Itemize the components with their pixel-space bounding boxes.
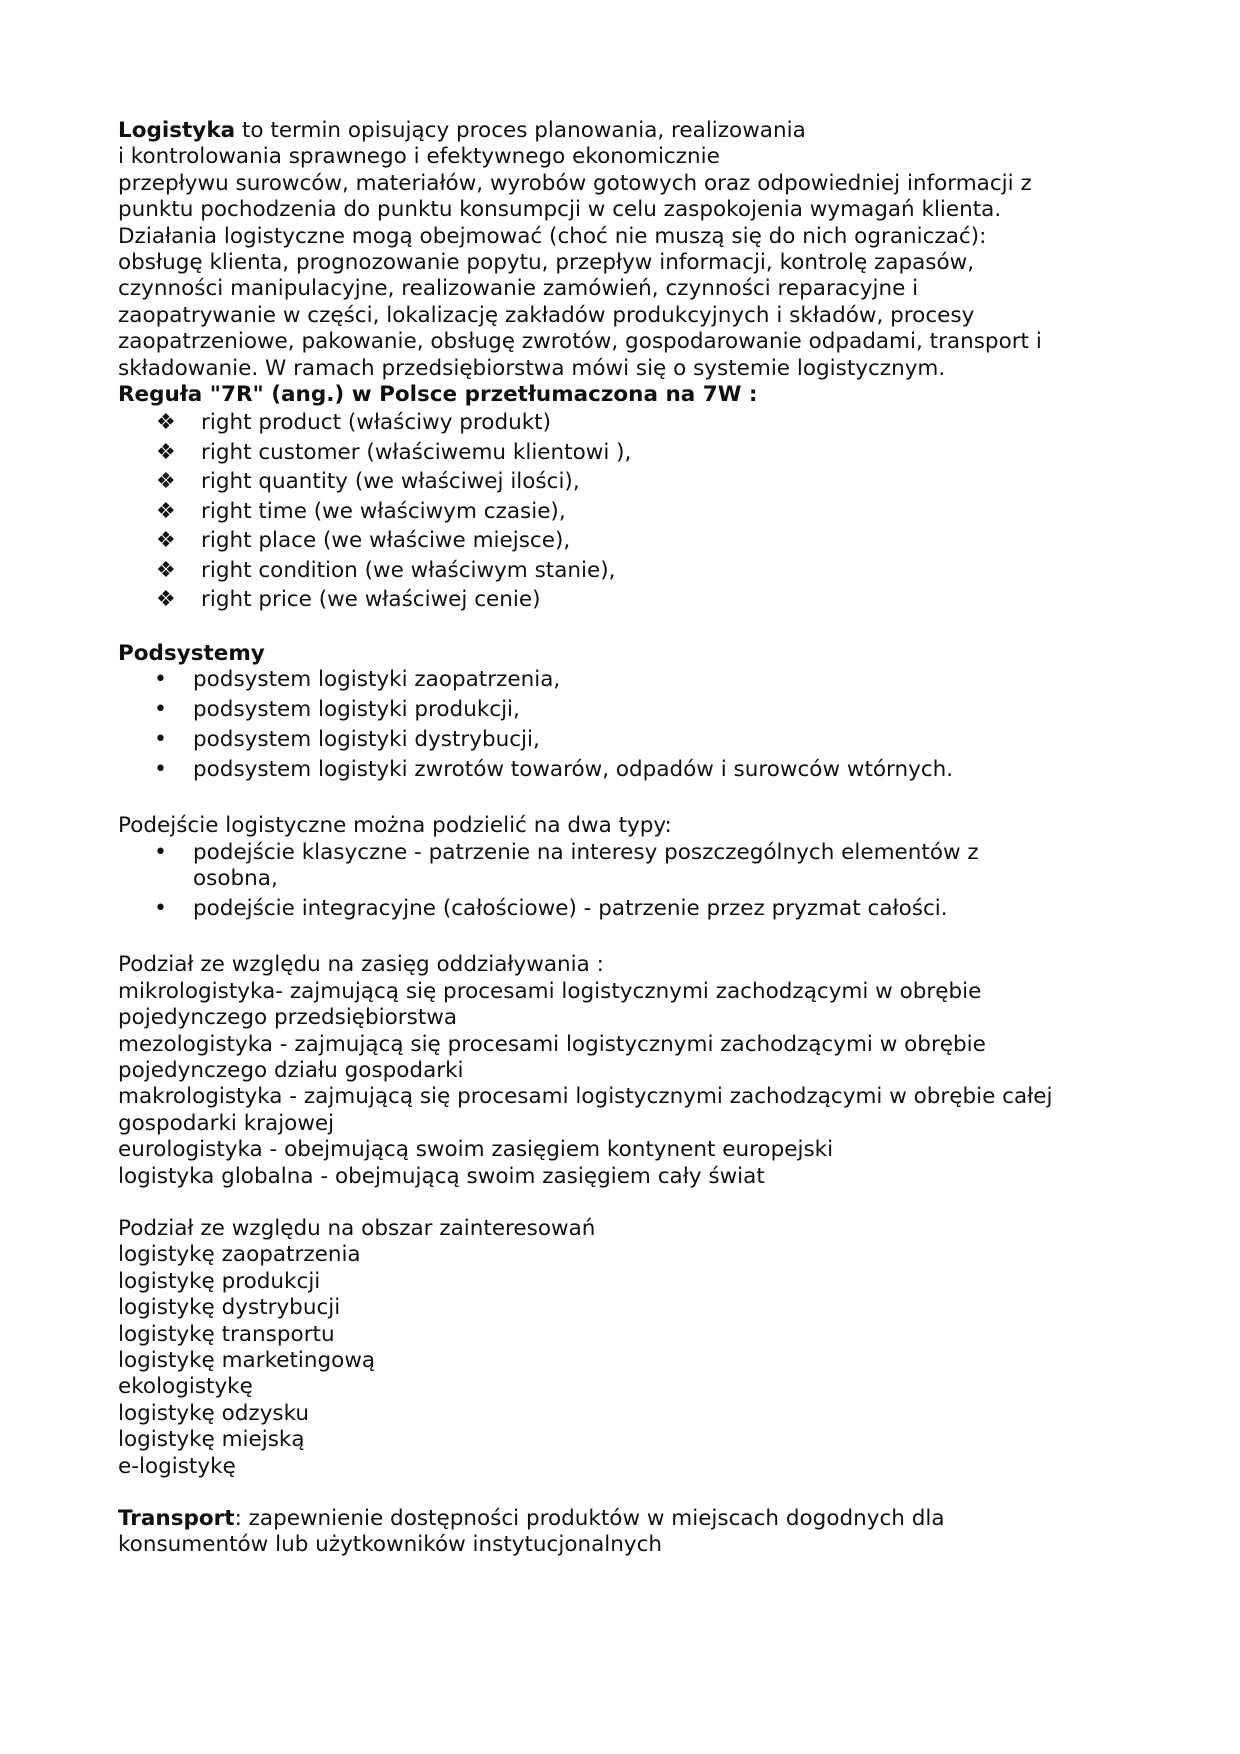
- interests-line: logistykę dystrybucji: [118, 1295, 341, 1321]
- diamond-bullet-icon: ❖: [156, 528, 176, 554]
- spacer: [118, 1190, 1118, 1216]
- range-line: pojedynczego przedsiębiorstwa: [118, 1005, 458, 1031]
- dot-bullet-icon: •: [154, 697, 167, 723]
- interests-line: logistykę zaopatrzenia: [118, 1242, 361, 1268]
- range-line: eurologistyka - obejmującą swoim zasięgiem kontynent europejski: [118, 1137, 834, 1163]
- interests-line: logistykę miejską: [118, 1427, 305, 1453]
- subsystems-heading: Podsystemy: [118, 640, 265, 666]
- interests-line: logistykę marketingową: [118, 1347, 376, 1373]
- transport-line: konsumentów lub użytkowników instytucjonalnych: [118, 1532, 663, 1558]
- interests-line: logistykę odzysku: [118, 1400, 310, 1426]
- diamond-bullet-icon: ❖: [156, 469, 176, 495]
- subsystems-list: [118, 667, 1118, 784]
- list-item: • podejście klasyczne - patrzenie na interesy poszczególnych elementów z osobna,: [154, 839, 979, 892]
- list-item: • podejście integracyjne (całościowe) - patrzenie przez pryzmat całości.: [154, 896, 948, 922]
- rule-7r-list: [118, 408, 1118, 615]
- interests-line: logistykę produkcji: [118, 1268, 321, 1294]
- intro-line: punktu pochodzenia do punktu konsumpcji w celu zaspokojenia wymagań klienta.: [118, 197, 1002, 223]
- interests-line: e-logistykę: [118, 1453, 236, 1479]
- dot-bullet-icon: •: [154, 757, 167, 783]
- diamond-bullet-icon: ❖: [156, 410, 176, 436]
- diamond-bullet-icon: ❖: [156, 498, 176, 524]
- list-item: • podsystem logistyki zaopatrzenia,: [154, 667, 561, 693]
- intro-line: przepływu surowców, materiałów, wyrobów gotowych oraz odpowiedniej informacji z: [118, 170, 1032, 196]
- interests-line: ekologistykę: [118, 1374, 253, 1400]
- range-line: makrologistyka - zajmującą się procesami logistycznymi zachodzącymi w obrębie całej: [118, 1084, 1053, 1110]
- intro-line: składowanie. W ramach przedsiębiorstwa mówi się o systemie logistycznym.: [118, 355, 946, 381]
- intro-line: i kontrolowania sprawnego i efektywnego ekonomicznie: [118, 144, 720, 170]
- list-item: ❖ right place (we właściwe miejsce),: [118, 526, 1118, 556]
- range-line: logistyka globalna - obejmującą swoim zasięgiem cały świat: [118, 1163, 765, 1189]
- diamond-bullet-icon: ❖: [156, 557, 176, 583]
- diamond-bullet-icon: ❖: [156, 587, 176, 613]
- interests-line: logistykę transportu: [118, 1321, 335, 1347]
- document-body: [118, 118, 1118, 1559]
- transport-line: Transport: zapewnienie dostępności produktów w miejscach dogodnych dla: [118, 1506, 945, 1531]
- interests-heading: Podział ze względu na obszar zainteresowań: [118, 1215, 596, 1241]
- spacer: [118, 926, 1118, 952]
- intro-line: Logistyka to termin opisujący proces planowania, realizowania: [118, 118, 806, 143]
- range-heading: Podział ze względu na zasięg oddziaływania :: [118, 952, 604, 978]
- dot-bullet-icon: •: [154, 667, 167, 693]
- intro-line: obsługę klienta, prognozowanie popytu, przepływ informacji, kontrolę zapasów,: [118, 250, 975, 276]
- intro-line: czynności manipulacyjne, realizowanie zamówień, czynności reparacyjne i: [118, 276, 919, 302]
- term-transport: Transport: [118, 1506, 235, 1531]
- range-line: gospodarki krajowej: [118, 1110, 335, 1136]
- dot-bullet-icon: •: [154, 839, 167, 865]
- transport-section: [118, 1506, 1118, 1559]
- spacer: [118, 615, 1118, 641]
- list-item: • podsystem logistyki produkcji,: [154, 697, 520, 723]
- list-item: • podsystem logistyki dystrybucji,: [154, 727, 540, 753]
- term-logistyka: Logistyka: [118, 118, 236, 143]
- dot-bullet-icon: •: [154, 727, 167, 753]
- intro-line: Działania logistyczne mogą obejmować (choć nie muszą się do nich ograniczać):: [118, 223, 987, 249]
- range-line: pojedynczego działu gospodarki: [118, 1057, 464, 1083]
- intro-line: zaopatrywanie w części, lokalizację zakładów produkcyjnych i składów, procesy: [118, 302, 975, 328]
- range-line: mezologistyka - zajmującą się procesami logistycznymi zachodzącymi w obrębie: [118, 1031, 986, 1057]
- diamond-bullet-icon: ❖: [156, 439, 176, 465]
- list-item: ❖ right time (we właściwym czasie),: [118, 497, 1118, 527]
- approach-intro: Podejście logistyczne można podzielić na dwa typy:: [118, 813, 672, 839]
- interests-section: [118, 1216, 1118, 1480]
- approach-list: [118, 840, 1118, 923]
- list-item: ❖ right price (we właściwej cenie): [118, 585, 1118, 615]
- spacer: [118, 1480, 1118, 1506]
- dot-bullet-icon: •: [154, 896, 167, 922]
- intro-paragraph: [118, 118, 1118, 382]
- list-item: ❖ right product (właściwy produkt): [118, 408, 1118, 438]
- rule-7r-heading: Reguła "7R" (ang.) w Polsce przetłumaczona na 7W :: [118, 382, 758, 408]
- list-item: ❖ right quantity (we właściwej ilości),: [118, 467, 1118, 497]
- list-item: ❖ right customer (właściwemu klientowi ),: [118, 438, 1118, 468]
- list-item: ❖ right condition (we właściwym stanie),: [118, 556, 1118, 586]
- range-line: mikrologistyka- zajmującą się procesami logistycznymi zachodzącymi w obrębie: [118, 978, 982, 1004]
- range-section: [118, 952, 1118, 1190]
- spacer: [118, 787, 1118, 813]
- list-item: • podsystem logistyki zwrotów towarów, odpadów i surowców wtórnych.: [154, 757, 954, 783]
- intro-line: zaopatrzeniowe, pakowanie, obsługę zwrotów, gospodarowanie odpadami, transport i: [118, 329, 1042, 355]
